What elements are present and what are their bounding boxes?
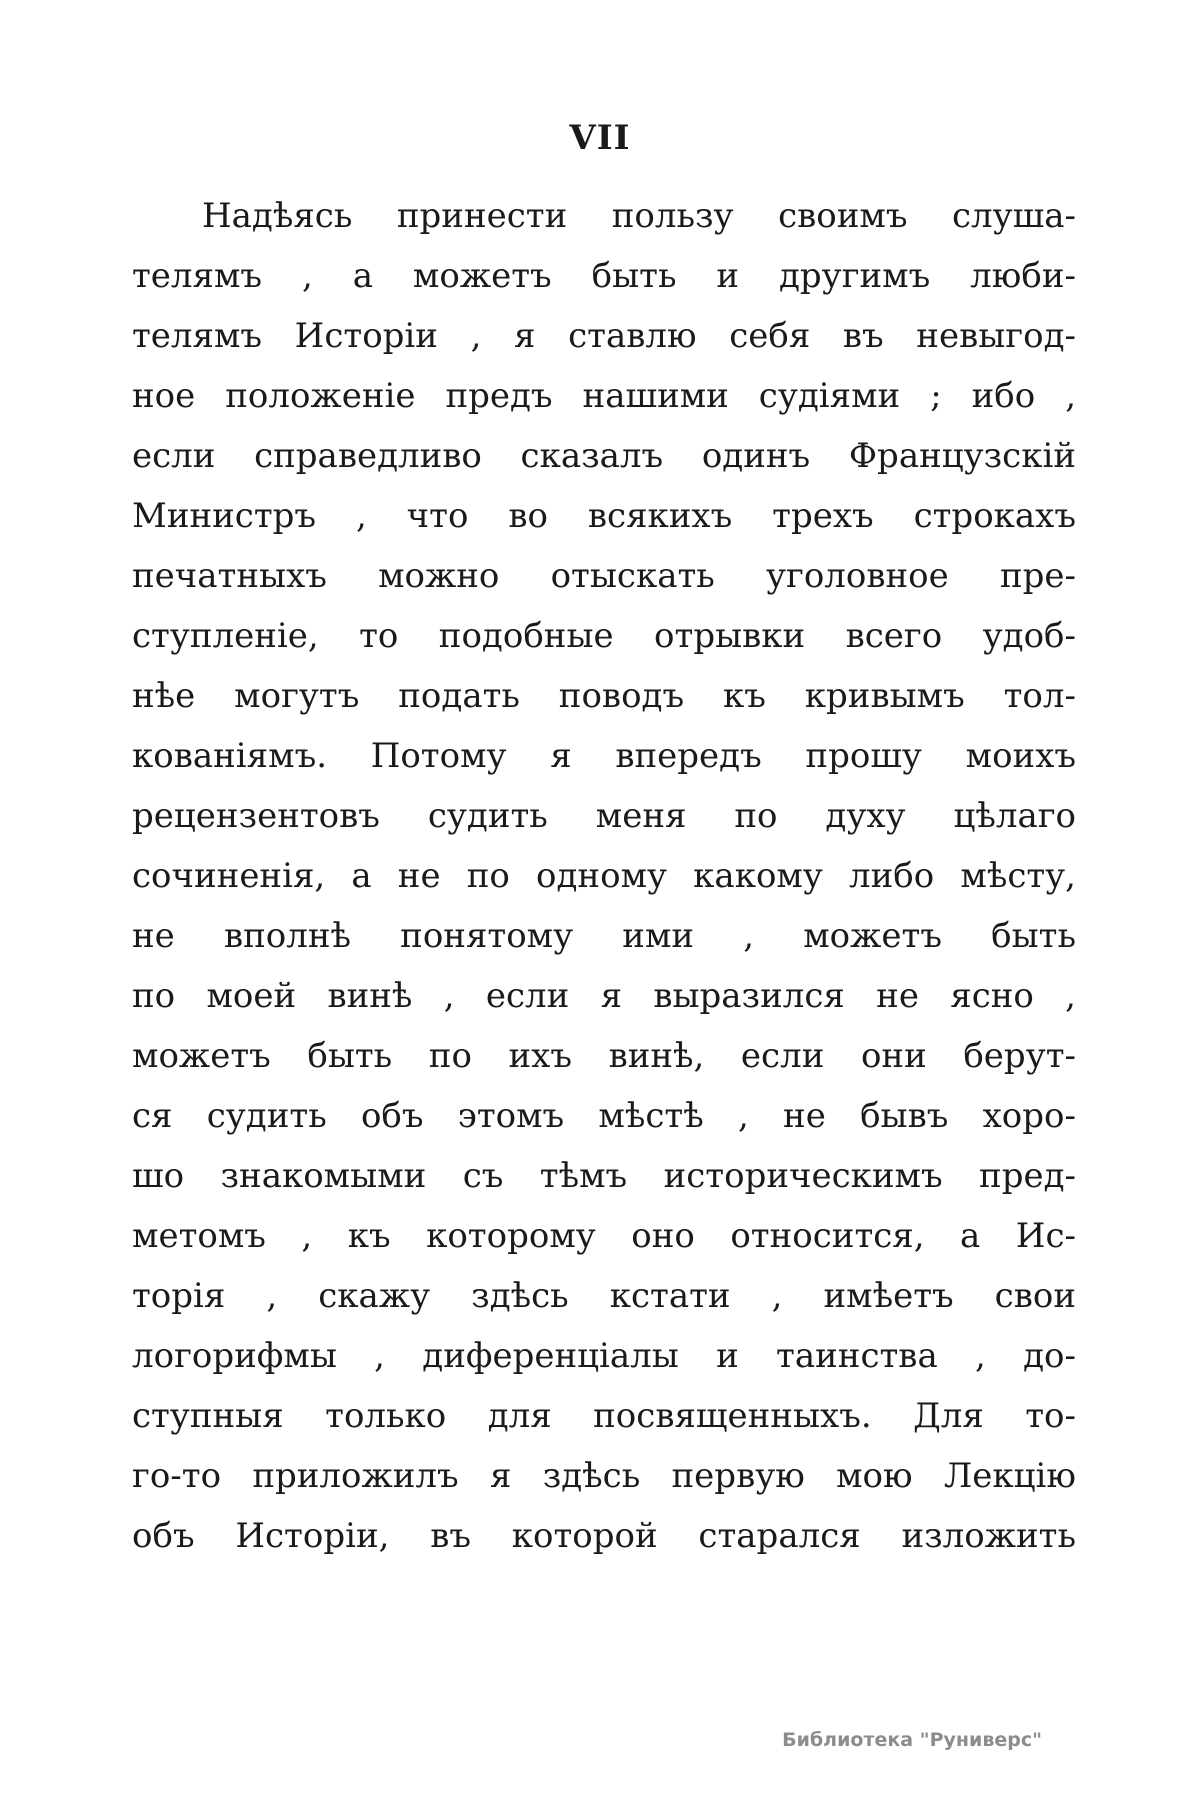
text-line: ное положеніе предъ нашими судіями ; ибо , (132, 376, 1076, 416)
text-line: торія , скажу здѣсь кстати , имѣетъ свои (132, 1276, 1076, 1316)
text-line: не вполнѣ понятому ими , можетъ быть (132, 916, 1076, 956)
text-line: телямъ Исторіи , я ставлю себя въ невыгод- (132, 316, 1076, 356)
text-line: можетъ быть по ихъ винѣ, если они берут- (132, 1036, 1076, 1076)
text-line: нѣе могутъ подать поводъ къ кривымъ тол- (132, 676, 1076, 716)
text-line: сочиненія, а не по одному какому либо мѣсту, (132, 856, 1076, 896)
text-line: если справедливо сказалъ одинъ Французскій (132, 436, 1076, 476)
text-line: го-то приложилъ я здѣсь первую мою Лекцію (132, 1456, 1076, 1496)
text-line: метомъ , къ которому оно относится, а Ис- (132, 1216, 1076, 1256)
page-number: VII (569, 118, 631, 158)
text-line: рецензентовъ судить меня по духу цѣлаго (132, 796, 1076, 836)
body-text (132, 186, 1076, 1566)
text-line: шо знакомыми съ тѣмъ историческимъ пред- (132, 1156, 1076, 1196)
text-line: Надѣясь принести пользу своимъ слуша- (202, 196, 1076, 236)
text-line: ступленіе, то подобные отрывки всего удоб- (132, 616, 1076, 656)
text-line: ся судить объ этомъ мѣстѣ , не бывъ хоро- (132, 1096, 1076, 1136)
library-watermark: Библиотека "Руниверс" (782, 1729, 1042, 1751)
text-line: печатныхъ можно отыскать уголовное пре- (132, 556, 1076, 596)
text-line: ступныя только для посвященныхъ. Для то- (132, 1396, 1076, 1436)
text-line: логорифмы , диференціалы и таинства , до- (132, 1336, 1076, 1376)
text-line: по моей винѣ , если я выразился не ясно , (132, 976, 1076, 1016)
text-line: Министръ , что во всякихъ трехъ строкахъ (132, 496, 1076, 536)
text-line: кованіямъ. Потому я впередъ прошу моихъ (132, 736, 1076, 776)
text-line: объ Исторіи, въ которой старался изложить (132, 1516, 1076, 1556)
text-line: телямъ , а можетъ быть и другимъ люби- (132, 256, 1076, 296)
